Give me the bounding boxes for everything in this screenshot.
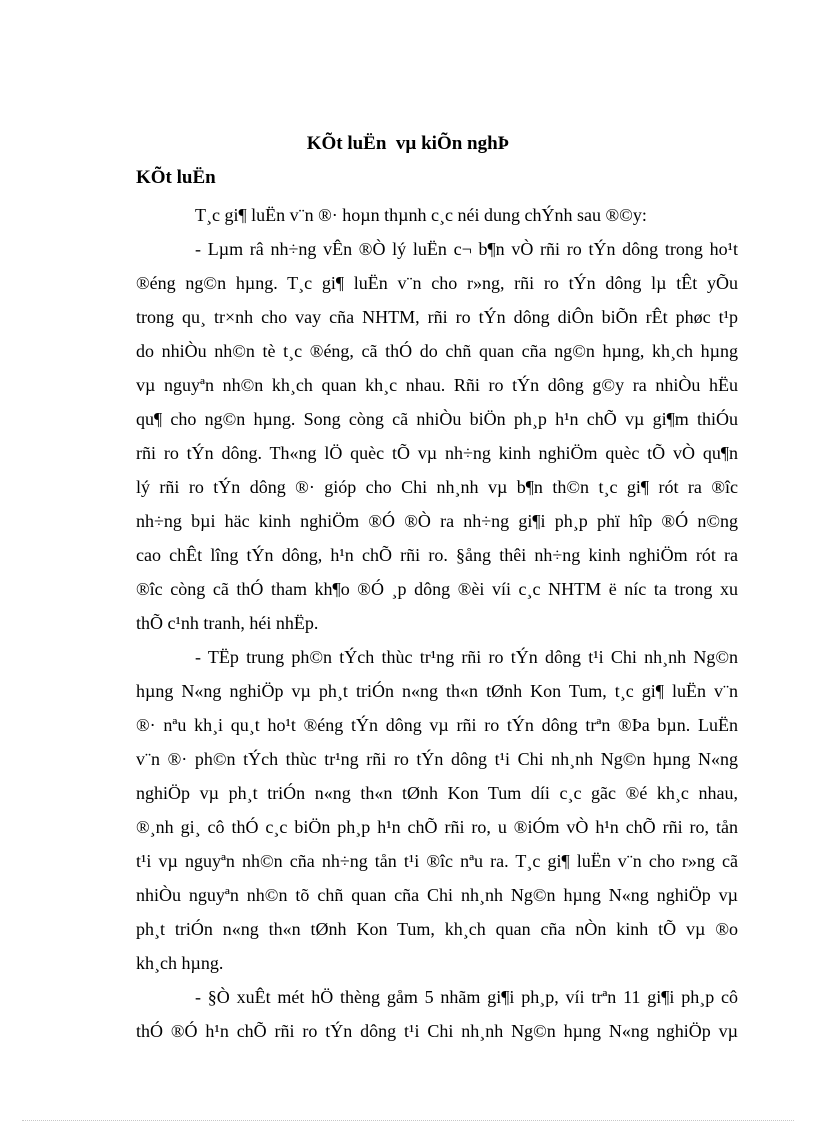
body-text-line: - Lµm râ nh÷ng vÊn ®Ò lý luËn c¬ b¶n vÒ rñi ro tÝn dông trong ho¹t	[195, 239, 738, 259]
body-text-line: nghiÖp vµ ph¸t triÓn n«ng th«n tØnh Kon Tum díi c¸c gãc ®é kh¸c nhau,	[136, 783, 738, 803]
body-text-line: ®îc còng cã thÓ tham kh¶o ®Ó ¸p dông ®èi víi c¸c NHTM ë níc ta trong xu	[136, 579, 738, 599]
body-text-line: t¹i vµ nguyªn nh©n cña nh÷ng tån t¹i ®îc nªu ra. T¸c gi¶ luËn v¨n cho r»ng cã	[136, 851, 738, 871]
body-text-line: hµng N«ng nghiÖp vµ ph¸t triÓn n«ng th«n tØnh Kon Tum, t¸c gi¶ luËn v¨n	[136, 681, 738, 701]
page-bottom-divider	[22, 1120, 794, 1121]
body-text-line: - §Ò xuÊt mét hÖ thèng gåm 5 nhãm gi¶i ph¸p, víi trªn 11 gi¶i ph¸p cô	[195, 987, 738, 1007]
body-text-line: ph¸t triÓn n«ng th«n tØnh Kon Tum, kh¸ch quan cña nÒn kinh tÕ vµ ®o	[136, 919, 738, 939]
body-text-line: ®· nªu kh¸i qu¸t ho¹t ®éng tÝn dông vµ rñi ro tÝn dông trªn ®Þa bµn. LuËn	[136, 715, 738, 735]
body-text-line: lý rñi ro tÝn dông ®· gióp cho Chi nh¸nh vµ b¶n th©n t¸c gi¶ rót ra ®îc	[136, 477, 738, 497]
body-text-line: trong qu¸ tr×nh cho vay cña NHTM, rñi ro tÝn dông diÔn biÕn rÊt phøc t¹p	[136, 307, 738, 327]
body-text-line: kh¸ch hµng.	[136, 953, 224, 973]
body-text-line: T¸c gi¶ luËn v¨n ®· hoµn thµnh c¸c néi dung chÝnh sau ®©y:	[195, 205, 647, 225]
body-text-line: ®éng ng©n hµng. T¸c gi¶ luËn v¨n cho r»ng, rñi ro tÝn dông lµ tÊt yÕu	[136, 273, 738, 293]
body-text-line: - TËp trung ph©n tÝch thùc tr¹ng rñi ro tÝn dông t¹i Chi nh¸nh Ng©n	[195, 647, 738, 667]
body-text-line: qu¶ cho ng©n hµng. Song còng cã nhiÒu biÖn ph¸p h¹n chÕ vµ gi¶m thiÓu	[136, 409, 738, 429]
body-text-line: do nhiÒu nh©n tè t¸c ®éng, cã thÓ do chñ quan cña ng©n hµng, kh¸ch hµng	[136, 341, 738, 361]
body-text-line: vµ nguyªn nh©n kh¸ch quan kh¸c nhau. Rñi ro tÝn dông g©y ra nhiÒu hËu	[136, 375, 738, 395]
body-text-line: nh÷ng bµi häc kinh nghiÖm ®Ó ®Ò ra nh÷ng gi¶i ph¸p phï hîp ®Ó n©ng	[136, 511, 738, 531]
body-text-line: ®¸nh gi¸ cô thÓ c¸c biÖn ph¸p h¹n chÕ rñi ro, u ®iÓm vÒ h¹n chÕ rñi ro, tån	[136, 817, 738, 837]
body-text-line: cao chÊt lîng tÝn dông, h¹n chÕ rñi ro. §ång thêi nh÷ng kinh nghiÖm rót ra	[136, 545, 738, 565]
document-title: KÕt luËn vµ kiÕn nghÞ	[306, 133, 510, 154]
body-text-line: nhiÒu nguyªn nh©n tõ chñ quan cña Chi nh¸nh Ng©n hµng N«ng nghiÖp vµ	[136, 885, 738, 905]
section-heading-conclusion: KÕt luËn	[136, 167, 216, 188]
body-text-line: thÓ ®Ó h¹n chÕ rñi ro tÝn dông t¹i Chi nh¸nh Ng©n hµng N«ng nghiÖp vµ	[136, 1021, 738, 1041]
body-text-line: rñi ro tÝn dông. Th«ng lÖ quèc tÕ vµ nh÷ng kinh nghiÖm quèc tÕ vÒ qu¶n	[136, 443, 738, 463]
body-text-line: v¨n ®· ph©n tÝch thùc tr¹ng rñi ro tÝn dông t¹i Chi nh¸nh Ng©n hµng N«ng	[136, 749, 738, 769]
body-text-line: thÕ c¹nh tranh, héi nhËp.	[136, 613, 319, 633]
